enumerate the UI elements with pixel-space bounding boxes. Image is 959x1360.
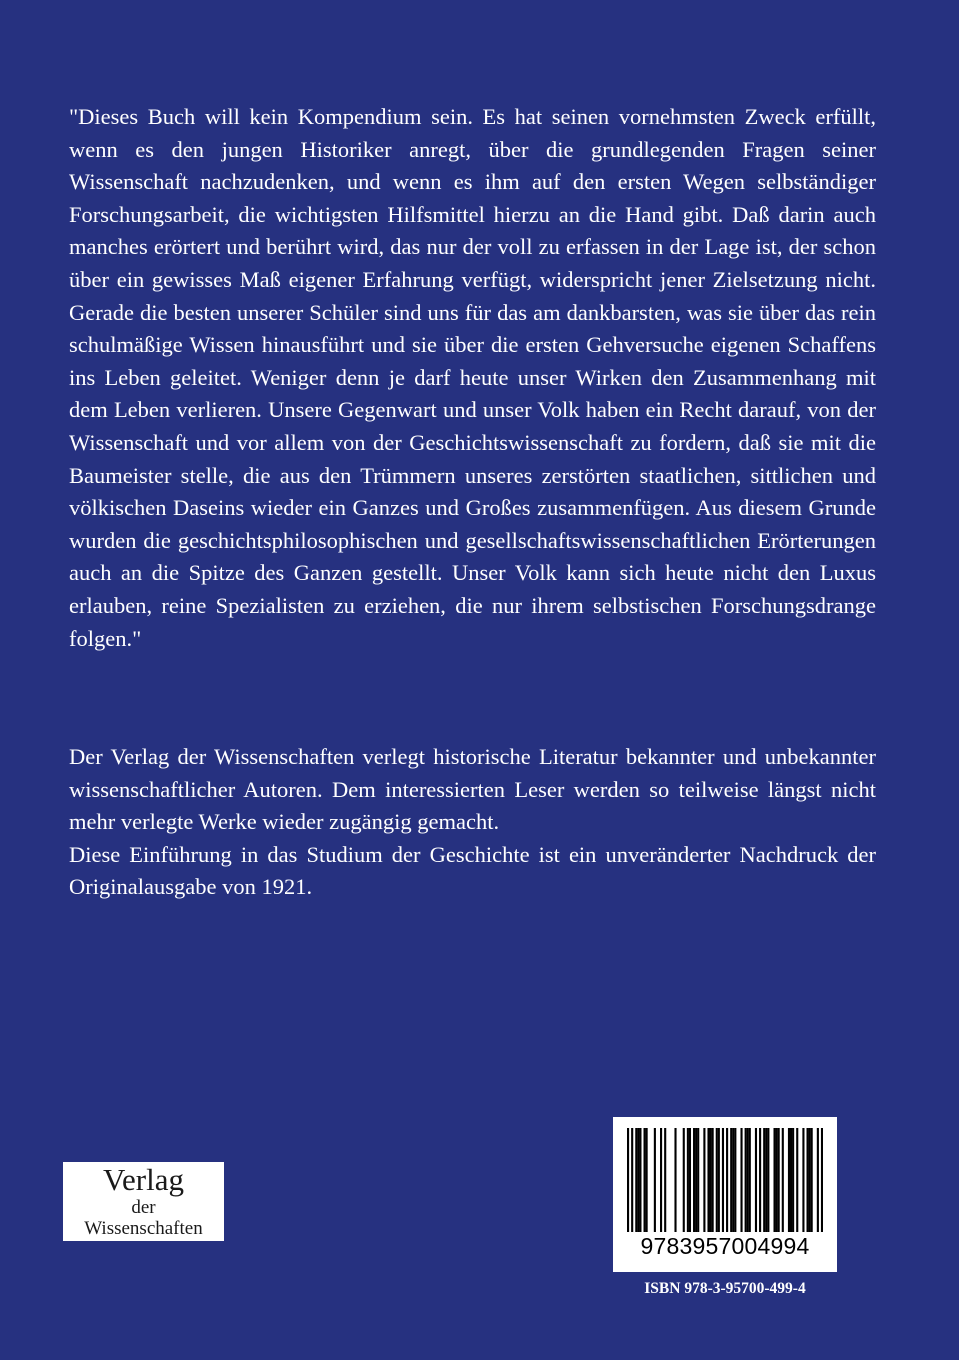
publisher-logo — [63, 1162, 224, 1241]
isbn-label: ISBN 978-3-95700-499-4 — [644, 1280, 806, 1297]
barcode-bar — [726, 1128, 728, 1232]
barcode-bar — [792, 1128, 794, 1232]
barcode-bar — [790, 1128, 792, 1232]
barcode-bar — [732, 1128, 734, 1232]
barcode-bar — [796, 1128, 798, 1232]
barcode-bar — [817, 1128, 819, 1232]
barcode-bar — [664, 1128, 666, 1232]
barcode-bar — [674, 1128, 676, 1232]
barcode-bar — [782, 1128, 784, 1232]
barcode-bar — [755, 1128, 757, 1232]
barcode-bar — [740, 1128, 742, 1232]
barcode-bar — [765, 1128, 767, 1232]
barcode-bar — [718, 1128, 720, 1232]
barcode-bar — [734, 1128, 736, 1232]
barcode-bar — [773, 1128, 775, 1232]
barcode-bar — [759, 1128, 761, 1232]
barcode-bar — [712, 1128, 714, 1232]
quote-paragraph: "Dieses Buch will kein Kompendium sein. Es hat seinen vornehmsten Zweck erfüllt, wenn es den jungen Historiker anregt, über die grundlegenden Fragen seiner Wissenschaft nachzudenken, und wenn es ihm auf den ersten Wegen selbständiger Forschungsarbeit, die wichtigsten Hilfsmittel hierzu an die Hand gibt. Daß darin auch manches erörtert und berührt wird, das nur der voll zu erfassen in der Lage ist, der schon über ein gewisses Maß eigener Erfahrung verfügt, widerspricht jener Zielsetzung nicht. Gerade die besten unserer Schüler sind uns für das am dankbarsten, was sie über das rein schulmäßige Wissen hinausführt und sie über die ersten Gehversuche eigenen Schaffens ins Leben geleitet. Weniger denn je darf heute unser Wirken den Zusammenhang mit dem Leben verlieren. Unsere Gegenwart und unser Volk haben ein Recht darauf, von der Wissenschaft und vor allem von der Geschichtswissenschaft zu fordern, daß sie mit die Baumeister stelle, die aus den Trümmern unseres zerstörten staatlichen, sittlichen und völkischen Daseins wieder ein Ganzes und Großes zusammenfügen. Aus diesem Grunde wurden die geschichtsphilosophischen und gesellschaftswissenschaftlichen Erörterungen auch an die Spitze des Ganzen gestellt. Unser Volk kann sich heute nicht den Luxus erlauben, reine Spezialisten zu erziehen, die nur ihrem selbstischen Forschungsdrange folgen." — [69, 104, 876, 651]
barcode-bar — [747, 1128, 749, 1232]
barcode-bar — [683, 1128, 685, 1232]
barcode-bar — [788, 1128, 790, 1232]
barcode-bar — [821, 1128, 823, 1232]
back-cover-quote — [69, 101, 876, 655]
barcode-bar — [693, 1128, 695, 1232]
barcode-bar — [716, 1128, 718, 1232]
logo-line-der: der — [131, 1197, 156, 1218]
barcode-bar — [730, 1128, 732, 1232]
barcode-bar — [710, 1128, 712, 1232]
barcode-bar — [639, 1128, 641, 1232]
barcode-bar — [802, 1128, 804, 1232]
barcode-bar — [806, 1128, 808, 1232]
barcode-bars-icon — [627, 1128, 823, 1232]
barcode-bar — [695, 1128, 697, 1232]
barcode-digits: 9783957004994 — [640, 1233, 810, 1259]
barcode-bar — [703, 1128, 705, 1232]
barcode-bar — [697, 1128, 699, 1232]
logo-line-verlag: Verlag — [103, 1162, 184, 1197]
barcode-bar — [627, 1128, 629, 1232]
barcode-bar — [660, 1128, 662, 1232]
barcode-bar — [722, 1128, 724, 1232]
barcode-bar — [745, 1128, 747, 1232]
barcode-bar — [631, 1128, 633, 1232]
publisher-paragraph-2: Diese Einführung in das Studium der Geschichte ist ein unveränderter Nachdruck der Originalausgabe von 1921. — [69, 841, 876, 900]
barcode — [613, 1117, 837, 1272]
barcode-bar — [767, 1128, 769, 1232]
barcode-bar — [763, 1128, 765, 1232]
barcode-bar — [776, 1128, 778, 1232]
logo-line-wissenschaften: Wissenschaften — [84, 1218, 203, 1239]
barcode-bar — [644, 1128, 646, 1232]
barcode-bar — [809, 1128, 811, 1232]
barcode-bar — [687, 1128, 689, 1232]
barcode-bar — [811, 1128, 813, 1232]
barcode-bar — [707, 1128, 709, 1232]
publisher-description — [69, 741, 876, 904]
barcode-bar — [689, 1128, 691, 1232]
barcode-bar — [778, 1128, 780, 1232]
barcode-bar — [646, 1128, 648, 1232]
barcode-bar — [637, 1128, 639, 1232]
publisher-paragraph-1: Der Verlag der Wissenschaften verlegt historische Literatur bekannter und unbekannter wissenschaftlicher Autoren. Dem interessierten Leser werden so teilweise längst nicht mehr verlegte Werke wieder zugängig gemacht. — [69, 744, 876, 835]
barcode-bar — [635, 1128, 637, 1232]
barcode-bar — [749, 1128, 751, 1232]
barcode-bar — [654, 1128, 656, 1232]
